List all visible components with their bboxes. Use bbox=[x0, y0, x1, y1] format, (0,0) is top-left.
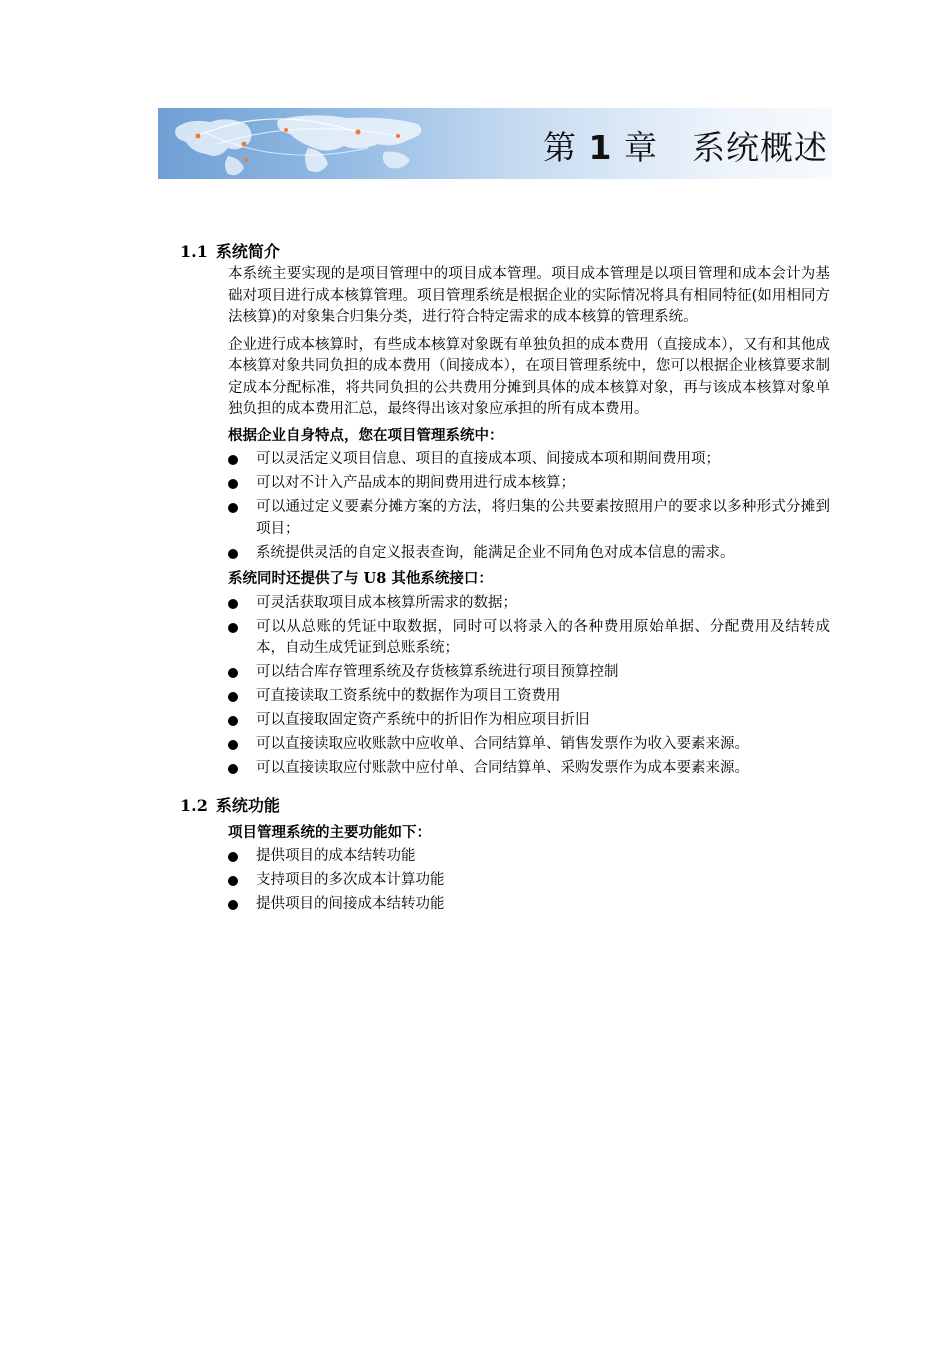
chapter-banner bbox=[158, 108, 832, 179]
bullet-dot-icon bbox=[228, 503, 238, 513]
paragraph: 企业进行成本核算时，有些成本核算对象既有单独负担的成本费用（直接成本），又有和其他成本核算对象共同负担的成本费用（间接成本），在项目管理系统中，您可以根据企业核算要求制定成本分配标准，将共同负担的公共费用分摊到具体的成本核算对象，再与该成本核算对象单独负担的成本费用汇总，最终得出该对象应承担的所有成本费用。 bbox=[228, 336, 830, 417]
list-item bbox=[228, 473, 830, 495]
chapter-name: 系统概述 bbox=[692, 128, 828, 167]
list-item bbox=[228, 870, 830, 892]
list-item bbox=[228, 593, 830, 615]
list-item-text: 可以直接读取应付账款中应付单、合同结算单、采购发票作为成本要素来源。 bbox=[256, 760, 749, 776]
world-map-image bbox=[158, 108, 518, 179]
bullet-dot-icon bbox=[228, 716, 238, 726]
document-body bbox=[180, 240, 840, 916]
bullet-dot-icon bbox=[228, 668, 238, 678]
section-number: 1.2 bbox=[180, 795, 208, 815]
chapter-number: 1 bbox=[588, 128, 613, 167]
bullet-dot-icon bbox=[228, 623, 238, 633]
section-1-1 bbox=[180, 240, 840, 780]
bullet-dot-icon bbox=[228, 900, 238, 910]
list-item-text: 系统提供灵活的自定义报表查询，能满足企业不同角色对成本信息的需求。 bbox=[256, 544, 735, 561]
section-heading bbox=[180, 240, 840, 264]
list-item bbox=[228, 894, 830, 916]
list-item-text: 可以灵活定义项目信息、项目的直接成本项、间接成本项和期间费用项； bbox=[256, 451, 720, 467]
bullet-dot-icon bbox=[228, 455, 238, 465]
list-item-text: 可以直接读取应收账款中应收单、合同结算单、销售发票作为收入要素来源。 bbox=[256, 736, 749, 752]
list-item-text: 可以从总账的凭证中取数据，同时可以将录入的各种费用原始单据、分配费用及结转成本，自动生成凭证到总账系统； bbox=[256, 618, 830, 656]
list-item bbox=[228, 758, 830, 780]
chapter-title bbox=[543, 122, 828, 169]
list-item-text: 支持项目的多次成本计算功能 bbox=[256, 872, 445, 888]
group-heading: 项目管理系统的主要功能如下： bbox=[228, 823, 431, 841]
list-item-text: 提供项目的间接成本结转功能 bbox=[256, 896, 445, 912]
paragraph: 本系统主要实现的是项目管理中的项目成本管理。项目成本管理是以项目管理和成本会计为基础对项目进行成本核算管理。项目管理系统是根据企业的实际情况将具有相同特征(如用相同方法核算)的对象集合归集分类，进行符合特定需求的成本核算的管理系统。 bbox=[228, 266, 830, 325]
section-1-2 bbox=[180, 794, 840, 916]
list-item-text: 提供项目的成本结转功能 bbox=[256, 848, 416, 864]
bullet-list bbox=[228, 593, 830, 780]
list-item-text: 可灵活获取项目成本核算所需求的数据； bbox=[256, 594, 517, 611]
list-item bbox=[228, 543, 830, 565]
chapter-suffix: 章 bbox=[624, 128, 658, 167]
section-title: 系统简介 bbox=[215, 242, 280, 261]
list-item bbox=[228, 734, 830, 756]
bullet-list bbox=[228, 449, 830, 564]
bullet-dot-icon bbox=[228, 764, 238, 774]
list-item bbox=[228, 449, 830, 471]
bullet-dot-icon bbox=[228, 852, 238, 862]
list-item bbox=[228, 710, 830, 732]
list-item bbox=[228, 662, 830, 684]
list-item bbox=[228, 686, 830, 708]
bullet-dot-icon bbox=[228, 549, 238, 559]
list-item-text: 可以对不计入产品成本的期间费用进行成本核算； bbox=[256, 475, 575, 491]
bullet-dot-icon bbox=[228, 740, 238, 750]
list-item bbox=[228, 497, 830, 540]
bullet-dot-icon bbox=[228, 479, 238, 489]
list-item bbox=[228, 617, 830, 660]
bullet-dot-icon bbox=[228, 599, 238, 609]
list-item bbox=[228, 846, 830, 868]
section-number: 1.1 bbox=[180, 242, 208, 261]
group-heading: 根据企业自身特点，您在项目管理系统中： bbox=[228, 426, 504, 444]
section-title: 系统功能 bbox=[215, 795, 280, 815]
chapter-prefix: 第 bbox=[543, 128, 578, 167]
bullet-dot-icon bbox=[228, 876, 238, 886]
group-heading: 系统同时还提供了与 U8 其他系统接口： bbox=[228, 570, 493, 587]
bullet-dot-icon bbox=[228, 692, 238, 702]
list-item-text: 可以结合库存管理系统及存货核算系统进行项目预算控制 bbox=[256, 664, 619, 680]
list-item-text: 可以直接取固定资产系统中的折旧作为相应项目折旧 bbox=[256, 712, 590, 728]
bullet-list bbox=[228, 846, 830, 916]
list-item-text: 可以通过定义要素分摊方案的方法，将归集的公共要素按照用户的要求以多种形式分摊到项目； bbox=[256, 499, 830, 537]
list-item-text: 可直接读取工资系统中的数据作为项目工资费用 bbox=[256, 688, 561, 704]
section-heading bbox=[180, 794, 840, 818]
